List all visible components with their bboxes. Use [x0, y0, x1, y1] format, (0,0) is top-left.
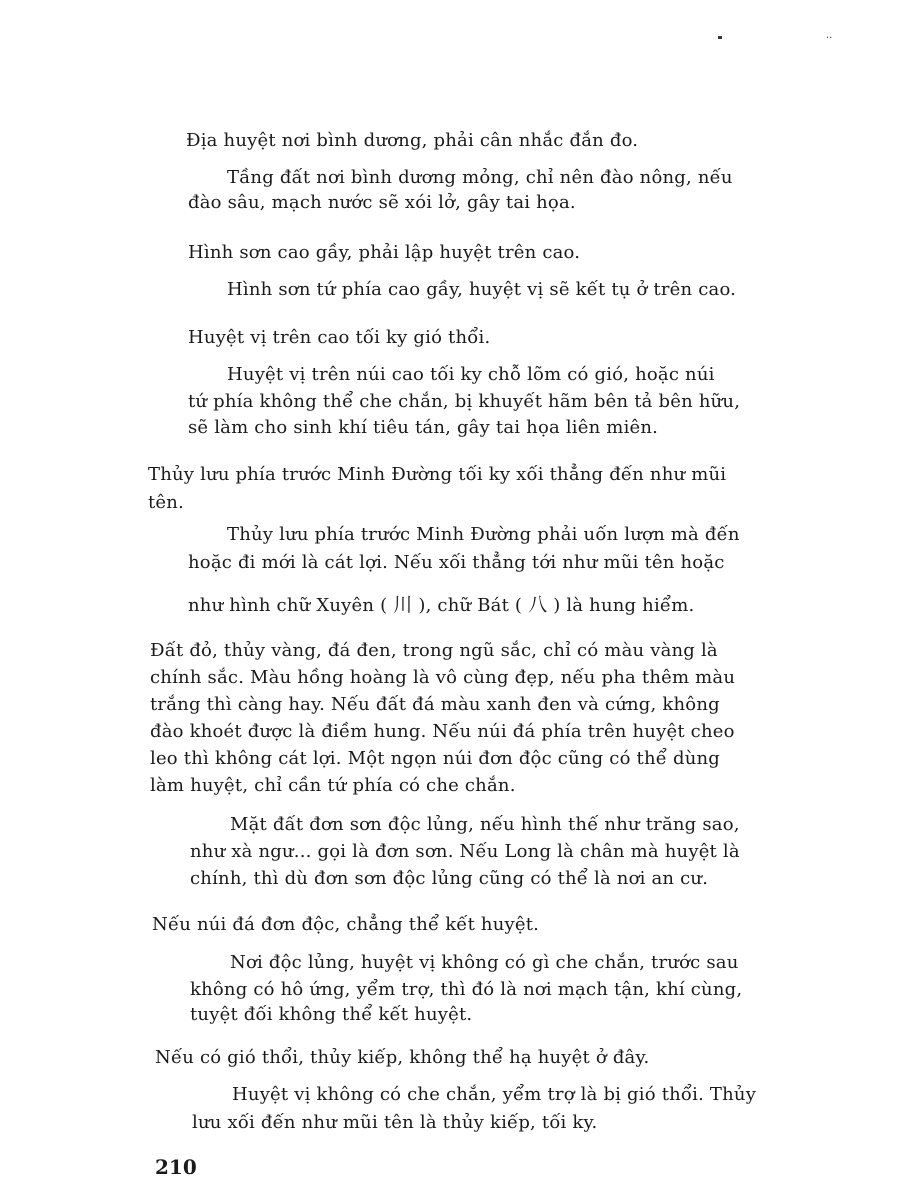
chinese-glyph-bat: 八 — [528, 594, 548, 616]
page-number: 210 — [155, 1155, 197, 1179]
text-segment: như hình chữ Xuyên ( — [188, 595, 388, 616]
text-line: Hình sơn cao gầy, phải lập huyệt trên cao. — [188, 242, 581, 263]
text-line: không có hô ứng, yểm trợ, thì đó là nơi mạch tận, khí cùng, — [190, 979, 743, 1000]
text-line-with-glyphs — [188, 592, 694, 619]
text-line: Tầng đất nơi bình dương mỏng, chỉ nên đào nông, nếu — [227, 167, 733, 188]
scan-dots: .. — [826, 30, 833, 41]
text-line: leo thì không cát lợi. Một ngọn núi đơn độc cũng có thể dùng — [150, 748, 720, 769]
text-line: Thủy lưu phía trước Minh Đường phải uốn lượn mà đến — [227, 524, 740, 545]
text-line: tuyệt đối không thể kết huyệt. — [190, 1004, 473, 1025]
text-line: làm huyệt, chỉ cần tứ phía có che chắn. — [150, 775, 516, 796]
scan-mark — [718, 36, 722, 39]
text-line: tứ phía không thể che chắn, bị khuyết hãm bên tả bên hữu, — [188, 391, 741, 412]
text-line: Huyệt vị không có che chắn, yểm trợ là bị gió thổi. Thủy — [232, 1084, 757, 1105]
text-line: chính, thì dù đơn sơn độc lủng cũng có thể là nơi an cư. — [190, 868, 709, 889]
text-line: hoặc đi mới là cát lợi. Nếu xối thẳng tới như mũi tên hoặc — [188, 552, 725, 573]
text-line: Nếu có gió thổi, thủy kiếp, không thể hạ huyệt ở đây. — [155, 1047, 650, 1068]
text-line: đào sâu, mạch nước sẽ xói lở, gây tai họa. — [188, 192, 576, 213]
text-line: chính sắc. Màu hồng hoàng là vô cùng đẹp, nếu pha thêm màu — [150, 667, 736, 688]
text-line: Huyệt vị trên cao tối ky gió thổi. — [188, 327, 491, 348]
text-line: Địa huyệt nơi bình dương, phải cân nhắc đắn đo. — [186, 130, 639, 151]
text-line: Nếu núi đá đơn độc, chẳng thể kết huyệt. — [152, 914, 540, 935]
text-line: lưu xối đến như mũi tên là thủy kiếp, tối ky. — [192, 1112, 598, 1133]
text-segment: ), chữ Bát ( — [418, 595, 523, 616]
text-line: Mặt đất đơn sơn độc lủng, nếu hình thế như trăng sao, — [230, 814, 740, 835]
text-line: trắng thì càng hay. Nếu đất đá màu xanh đen và cứng, không — [150, 694, 720, 715]
text-line: Thủy lưu phía trước Minh Đường tối ky xối thẳng đến như mũi — [148, 464, 727, 485]
text-line: Hình sơn tứ phía cao gầy, huyệt vị sẽ kết tụ ở trên cao. — [227, 279, 737, 300]
text-line: Huyệt vị trên núi cao tối ky chỗ lõm có gió, hoặc núi — [227, 364, 715, 385]
text-line: sẽ làm cho sinh khí tiêu tán, gây tai họa liên miên. — [188, 417, 659, 438]
text-line: Nơi độc lủng, huyệt vị không có gì che chắn, trước sau — [230, 952, 739, 973]
chinese-glyph-xuyen: 川 — [393, 594, 413, 616]
text-line: đào khoét được là điềm hung. Nếu núi đá phía trên huyệt cheo — [150, 721, 735, 742]
text-segment: ) là hung hiểm. — [553, 595, 695, 616]
text-line: như xà ngư... gọi là đơn sơn. Nếu Long là chân mà huyệt là — [190, 841, 740, 862]
text-line: Đất đỏ, thủy vàng, đá đen, trong ngũ sắc, chỉ có màu vàng là — [150, 640, 718, 661]
text-line: tên. — [148, 492, 185, 513]
